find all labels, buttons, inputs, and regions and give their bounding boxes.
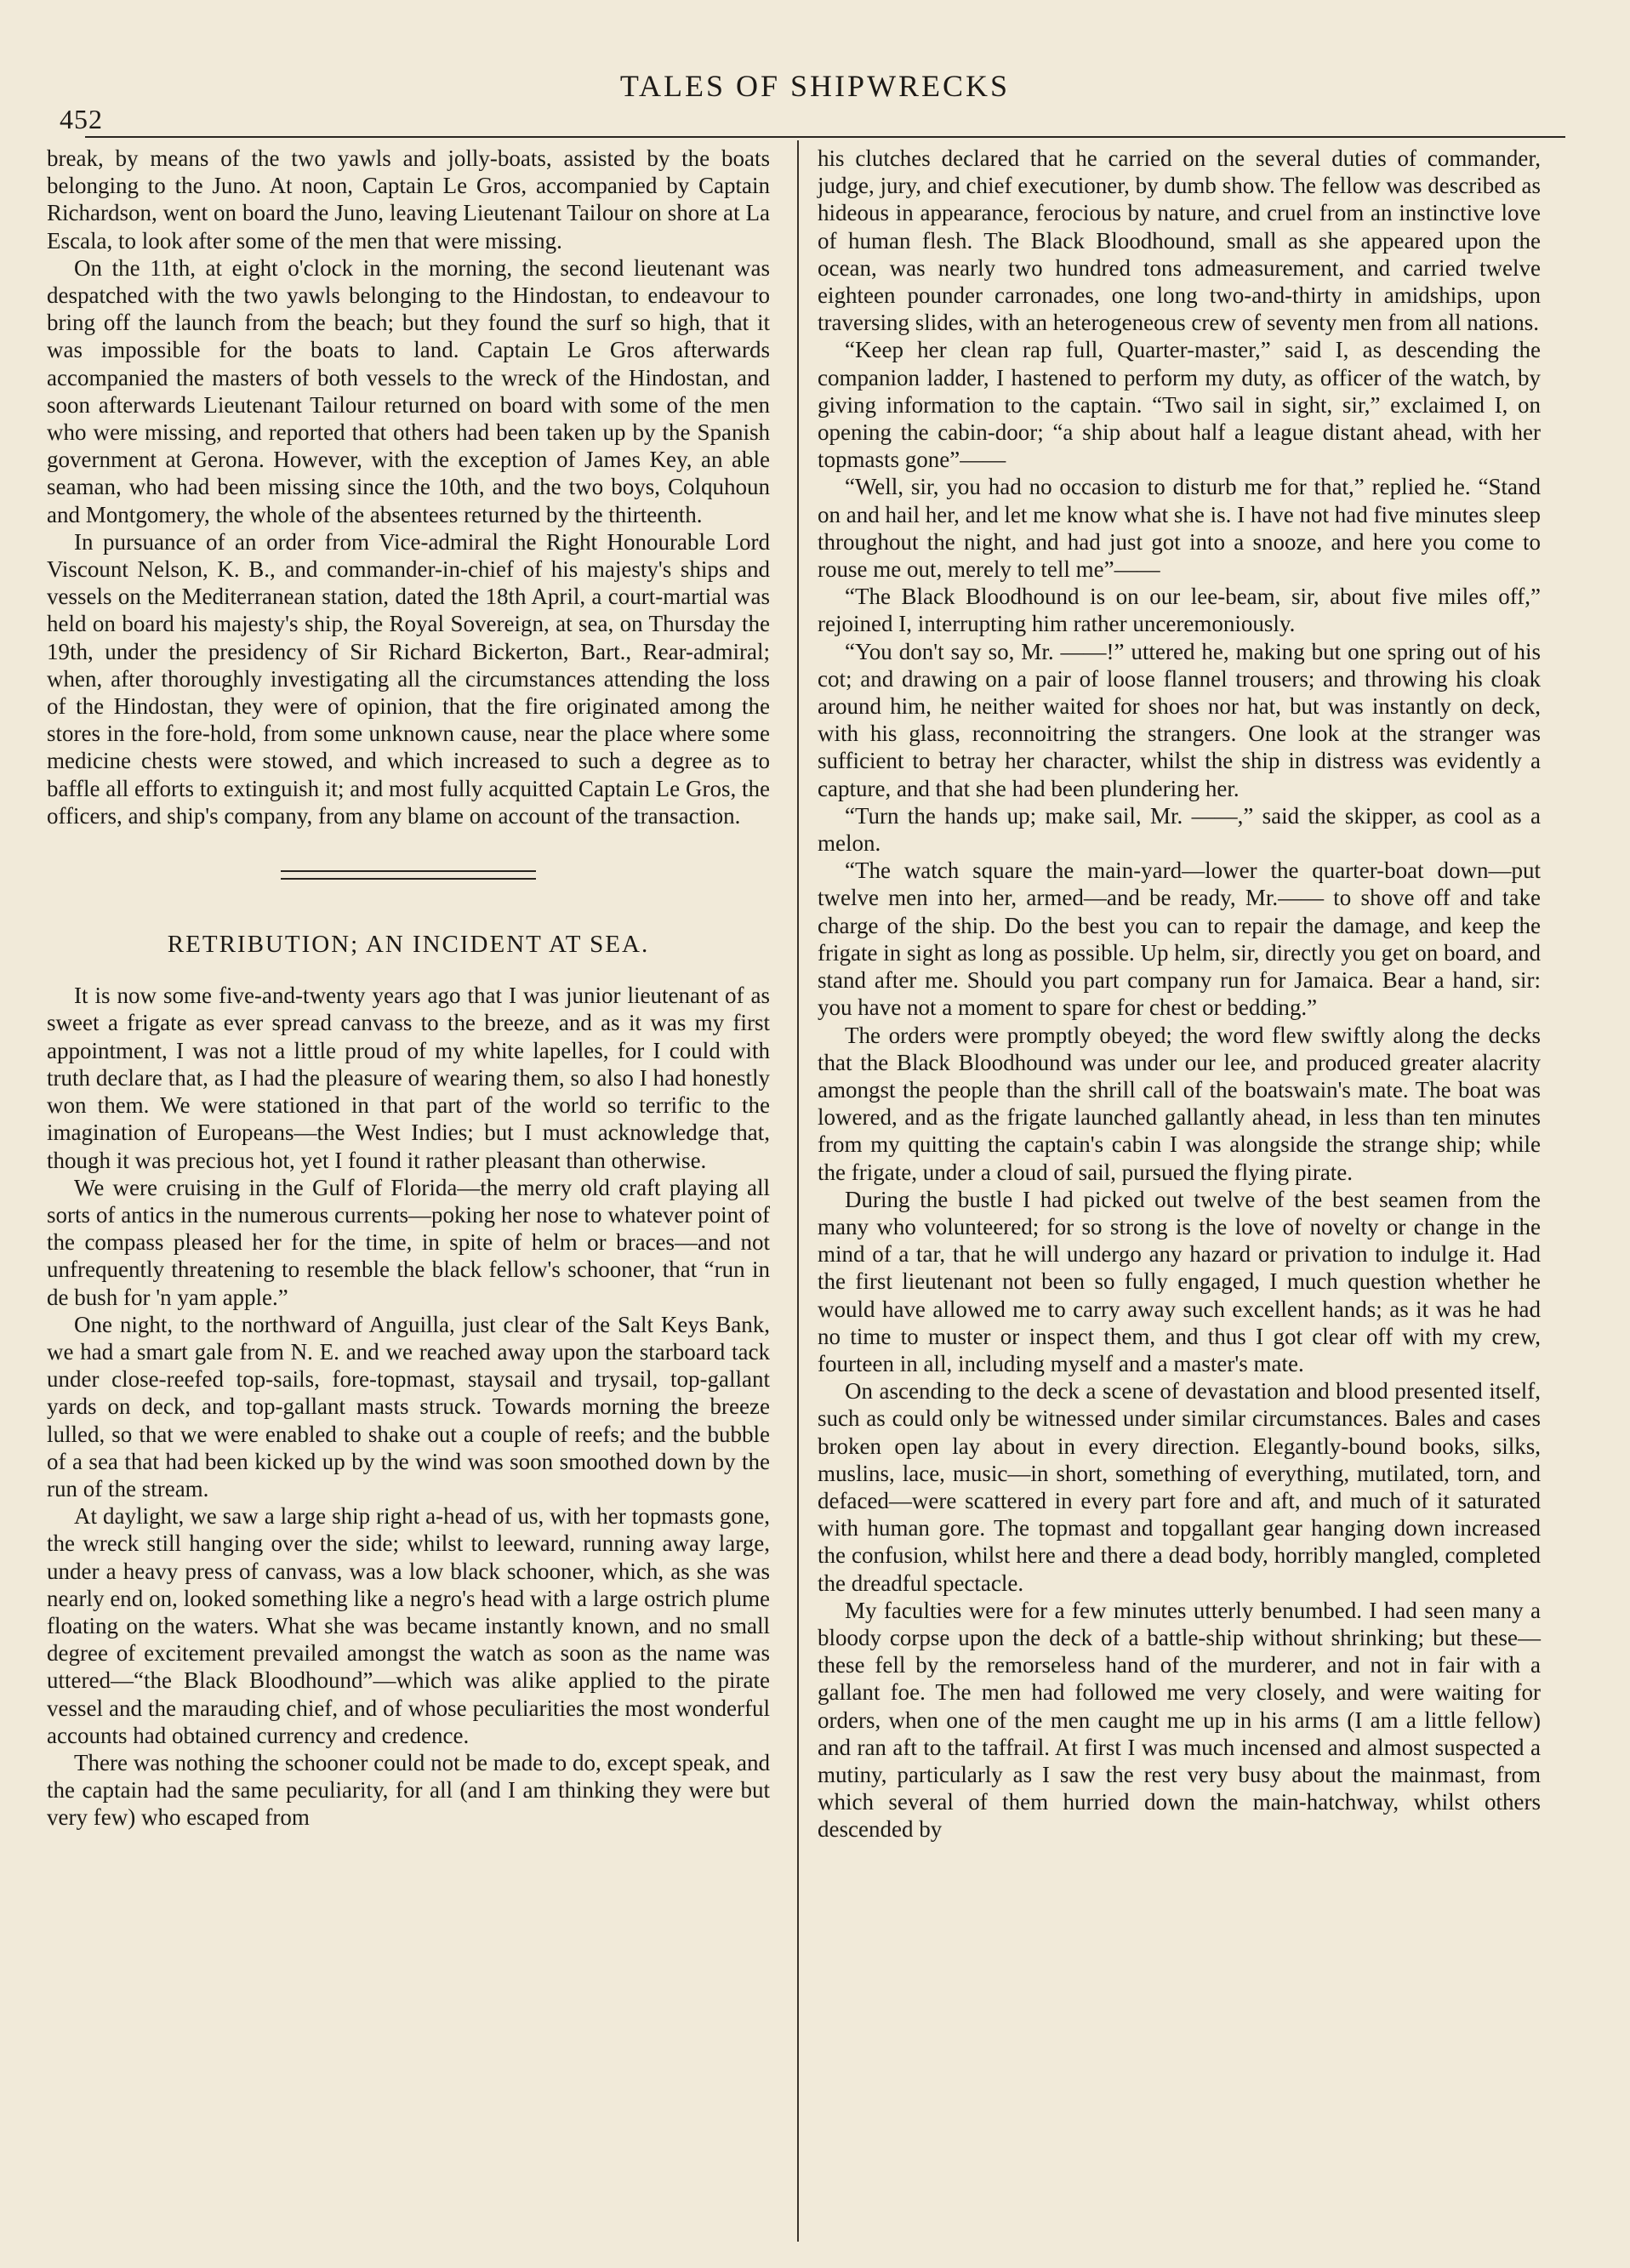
- paragraph: At daylight, we saw a large ship right a-head of us, with her topmasts gone, the wreck still hanging over the side; whilst to leeward, running away large, under a heavy press of canvass, was a low black schooner, which, as she was nearly end on, looked something like a negro's head with a large ostrich plume floating on the waters. What she was became instantly known, and no small degree of excitement prevailed amongst the watch as soon as the name was uttered—“the Black Bloodhound”—which was alike applied to the pirate vessel and the marauding chief, and of whose peculiarities the most wonderful accounts had obtained currency and credence.: [47, 1503, 770, 1748]
- left-column: [47, 145, 770, 1832]
- paragraph: “The Black Bloodhound is on our lee-beam, sir, about five miles off,” rejoined I, interrupting him rather unceremoniously.: [818, 584, 1541, 637]
- paragraph: During the bustle I had picked out twelve of the best seamen from the many who volunteered; for so strong is the love of novelty or change in the mind of a tar, that he will undergo any hazard or privation to indulge it. Had the first lieutenant not been so fully engaged, I much question whether he would have allowed me to carry away such excellent hands; as it was he had no time to muster or inspect them, and thus I got clear off with my crew, fourteen in all, including myself and a master's mate.: [818, 1186, 1541, 1376]
- right-column: [818, 145, 1541, 1843]
- paragraph: his clutches declared that he carried on the several duties of commander, judge, jury, and chief executioner, by dumb show. The fellow was described as hideous in appearance, ferocious by nature, and cruel from an instinctive love of human flesh. The Black Bloodhound, small as she appeared upon the ocean, was nearly two hundred tons admeasurement, and carried twelve eighteen pounder carronades, one long two-and-thirty in amidships, upon traversing slides, with an heterogeneous crew of seventy men from all nations.: [818, 145, 1541, 336]
- paragraph: “Well, sir, you had no occasion to disturb me for that,” replied he. “Stand on and hail her, and let me know what she is. I have not had five minutes sleep throughout the night, and had just got into a snooze, and here you come to rouse me out, merely to tell me”——: [818, 474, 1541, 583]
- paragraph: “Turn the hands up; make sail, Mr. ——,” said the skipper, as cool as a melon.: [818, 802, 1541, 857]
- paragraph: “Keep her clean rap full, Quarter-master,” said I, as descending the companion ladder, I hastened to perform my duty, as officer of the watch, by giving information to the captain. “Two sail in sight, sir,” exclaimed I, on opening the cabin-door; “a ship about half a league distant ahead, with her topmasts gone”——: [818, 337, 1541, 473]
- paragraph: It is now some five-and-twenty years ago that I was junior lieutenant of as sweet a frigate as ever spread canvass to the breeze, and as it was my first appointment, I was not a little proud of my white lapelles, for I could with truth declare that, as I had the pleasure of wearing them, so also I had honestly won them. We were stationed in that part of the world so terrific to the imagination of Europeans—the West Indies; but I must acknowledge that, though it was precious hot, yet I found it rather pleasant than otherwise.: [47, 983, 770, 1173]
- paragraph: “You don't say so, Mr. ——!” uttered he, making but one spring out of his cot; and drawing on a pair of loose flannel trousers; and throwing his cloak around him, he neither waited for shoes nor hat, but was instantly on deck, with his glass, reconnoitring the strangers. One look at the stranger was sufficient to betray her character, whilst the ship in distress was evidently a capture, and that she had been plundering her.: [818, 638, 1541, 801]
- column-divider: [797, 140, 799, 2242]
- paragraph: break, by means of the two yawls and jolly-boats, assisted by the boats belonging to the Juno. At noon, Captain Le Gros, accompanied by Captain Richardson, went on board the Juno, leaving Lieutenant Tailour on shore at La Escala, to look after some of the men that were missing.: [47, 145, 770, 254]
- paragraph: The orders were promptly obeyed; the word flew swiftly along the decks that the Black Bloodhound was under our lee, and produced greater alacrity amongst the people than the shrill call of the boatswain's mate. The boat was lowered, and as the frigate launched gallantly ahead, in less than ten minutes from my quitting the captain's cabin I was alongside the strange ship; while the frigate, under a cloud of sail, pursued the flying pirate.: [818, 1022, 1541, 1185]
- head-rule: [85, 136, 1565, 138]
- running-head: TALES OF SHIPWRECKS: [619, 69, 1011, 103]
- paragraph: There was nothing the schooner could not be made to do, except speak, and the captain had the same peculiarity, for all (and I am thinking they were but very few) who escaped from: [47, 1749, 770, 1831]
- paragraph: On ascending to the deck a scene of devastation and blood presented itself, such as could only be witnessed under similar circumstances. Bales and cases broken open lay about in every direction. Elegantly-bound books, silks, muslins, lace, music—in short, something of everything, mutilated, torn, and defaced—were scattered in every part fore and aft, and much of it saturated with human gore. The topmast and topgallant gear hanging down increased the confusion, whilst here and there a dead body, horribly mangled, completed the dreadful spectacle.: [818, 1378, 1541, 1596]
- paragraph: “The watch square the main-yard—lower the quarter-boat down—put twelve men into her, armed—and be ready, Mr.—— to shove off and take charge of the ship. Do the best you can to repair the damage, and keep the frigate in sight as long as possible. Up helm, sir, directly you get on board, and stand after me. Should you part company run for Jamaica. Bear a hand, sir: you have not a moment to spare for chest or bedding.”: [818, 858, 1542, 1021]
- paragraph: We were cruising in the Gulf of Florida—the merry old craft playing all sorts of antics in the numerous currents—poking her nose to whatever point of the compass pleased her for the time, in spite of helm or braces—and not unfrequently threatening to resemble the black fellow's schooner, that “run in de bush for 'n yam apple.”: [47, 1174, 770, 1310]
- section-divider: [281, 870, 536, 880]
- paragraph: In pursuance of an order from Vice-admiral the Right Honourable Lord Viscount Nelson, K. B., and commander-in-chief of his majesty's ships and vessels on the Mediterranean station, dated the 18th April, a court-martial was held on board his majesty's ship, the Royal Sovereign, at sea, on Thursday the 19th, under the presidency of Sir Richard Bickerton, Bart., Rear-admiral; when, after thoroughly investigating all the circumstances attending the loss of the Hindostan, they were of opinion, that the fire originated among the stores in the fore-hold, from some unknown cause, near the place where some medicine chests were stowed, and which increased to such a degree as to baffle all efforts to extinguish it; and most fully acquitted Captain Le Gros, the officers, and ship's company, from any blame on account of the transaction.: [47, 528, 770, 829]
- paragraph: My faculties were for a few minutes utterly benumbed. I had seen many a bloody corpse upon the deck of a battle-ship without shrinking; but these—these fell by the remorseless hand of the murderer, and not in fair with a gallant foe. The men had followed me very closely, and were waiting for orders, when one of the men caught me up in his arms (I am a little fellow) and ran aft to the taffrail. At first I was much incensed and almost suspected a mutiny, particularly as I saw the rest very busy about the mainmast, from which several of them hurried down the main-hatchway, whilst others descended by: [818, 1597, 1541, 1843]
- page-number: 452: [60, 104, 103, 134]
- paragraph: On the 11th, at eight o'clock in the morning, the second lieutenant was despatched with the two yawls belonging to the Hindostan, to endeavour to bring off the launch from the beach; but they found the surf so high, that it was impossible for the boats to land. Captain Le Gros afterwards accompanied the masters of both vessels to the wreck of the Hindostan, and soon afterwards Lieutenant Tailour returned on board with some of the men who were missing, and reported that others had been taken up by the Spanish government at Gerona. However, with the exception of James Key, an able seaman, who had been missing since the 10th, and the two boys, Colquhoun and Montgomery, the whole of the absentees returned by the thirteenth.: [47, 254, 770, 527]
- paragraph: One night, to the northward of Anguilla, just clear of the Salt Keys Bank, we had a smart gale from N. E. and we reached away upon the starboard tack under close-reefed top-sails, fore-topmast, staysail and trysail, top-gallant yards on deck, and top-gallant masts struck. Towards morning the breeze lulled, so that we were enabled to shake out a couple of reefs; and the bubble of a sea that had been kicked up by the wind was soon smoothed down by the run of the stream.: [47, 1311, 770, 1502]
- section-title: RETRIBUTION; AN INCIDENT AT SEA.: [167, 931, 650, 959]
